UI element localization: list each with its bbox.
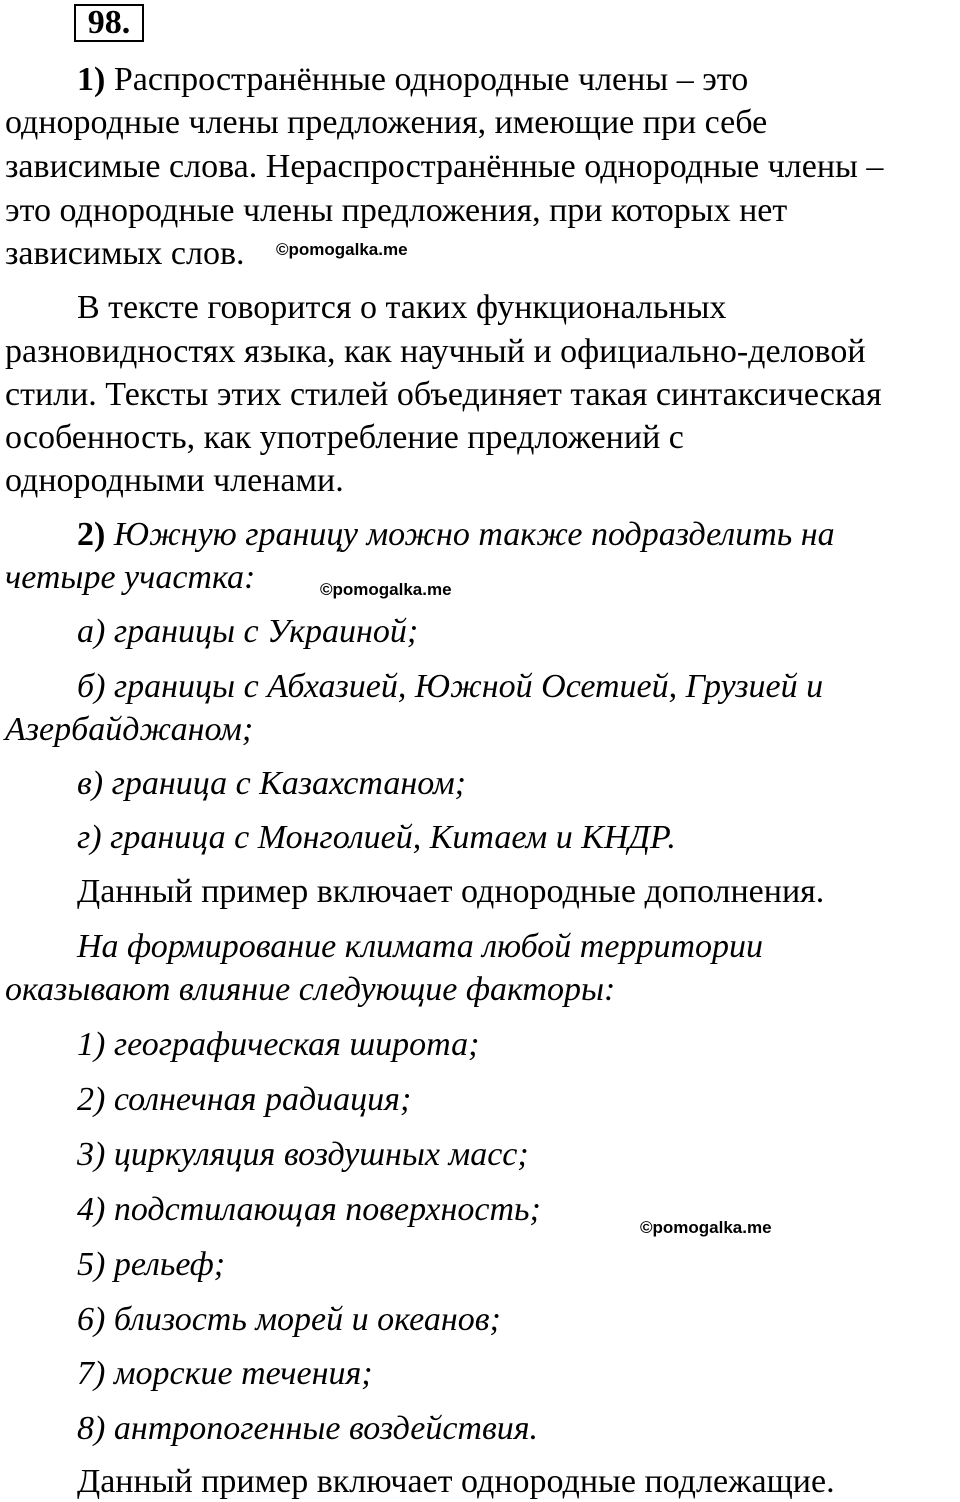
example2-item-4: 4) подстилающая поверхность; <box>77 1191 541 1228</box>
example2-item-7: 7) морские течения; <box>77 1355 373 1392</box>
example2-intro-line-1: На формирование климата любой территории <box>77 928 764 965</box>
example1-item-v: в) граница с Казахстаном; <box>77 765 466 802</box>
example1-item-g: г) граница с Монголией, Китаем и КНДР. <box>77 819 676 856</box>
watermark-2: ©pomogalka.me <box>320 580 452 599</box>
example2-intro-line-2: оказывают влияние следующие факторы: <box>5 971 616 1008</box>
example1-item-b: б) границы с Абхазией, Южной Осетией, Грузией и <box>77 668 824 705</box>
section1-p1-line-2: однородные члены предложения, имеющие при себе <box>5 104 768 141</box>
section2-first-line <box>77 515 835 555</box>
example2-item-8: 8) антропогенные воздействия. <box>77 1410 539 1447</box>
section1-p2-line-1: В тексте говорится о таких функциональных <box>77 289 727 326</box>
section1-p2-line-3: стили. Тексты этих стилей объединяет такая синтаксическая <box>5 376 882 413</box>
example2-item-5: 5) рельеф; <box>77 1246 226 1283</box>
example1-item-a: а) границы с Украиной; <box>77 613 419 650</box>
example2-item-6: 6) близость морей и океанов; <box>77 1301 501 1338</box>
section1-p1-line-1: Распространённые однородные члены – это <box>105 61 749 98</box>
example2-item-2: 2) солнечная радиация; <box>77 1081 412 1118</box>
watermark-1: ©pomogalka.me <box>276 240 408 259</box>
section2-label: 2) <box>77 516 106 553</box>
section1-label: 1) <box>77 61 106 98</box>
example1-item-b-cont: Азербайджаном; <box>5 711 254 748</box>
section1-first-line <box>77 60 748 100</box>
section1-p1-line-4: это однородные члены предложения, при которых нет <box>5 192 788 229</box>
example2-conclusion: Данный пример включает однородные подлежащие. <box>77 1463 835 1500</box>
section1-p2-line-5: однородными членами. <box>5 462 344 499</box>
section1-p2-line-4: особенность, как употребление предложений с <box>5 419 684 456</box>
section1-p2-line-2: разновидностях языка, как научный и официально-деловой <box>5 333 866 370</box>
task-number-box: 98. <box>74 4 144 42</box>
section1-p1-line-3: зависимые слова. Нераспространённые однородные члены – <box>5 148 884 185</box>
example1-conclusion: Данный пример включает однородные дополнения. <box>77 873 825 910</box>
watermark-3: ©pomogalka.me <box>640 1218 772 1237</box>
section1-p1-line-5: зависимых слов. <box>5 235 245 272</box>
example2-item-1: 1) географическая широта; <box>77 1026 480 1063</box>
example2-item-3: 3) циркуляция воздушных масс; <box>77 1136 529 1173</box>
section2-intro-line-2: четыре участка: <box>5 559 256 596</box>
section2-intro-line-1: Южную границу можно также подразделить на <box>105 516 835 553</box>
